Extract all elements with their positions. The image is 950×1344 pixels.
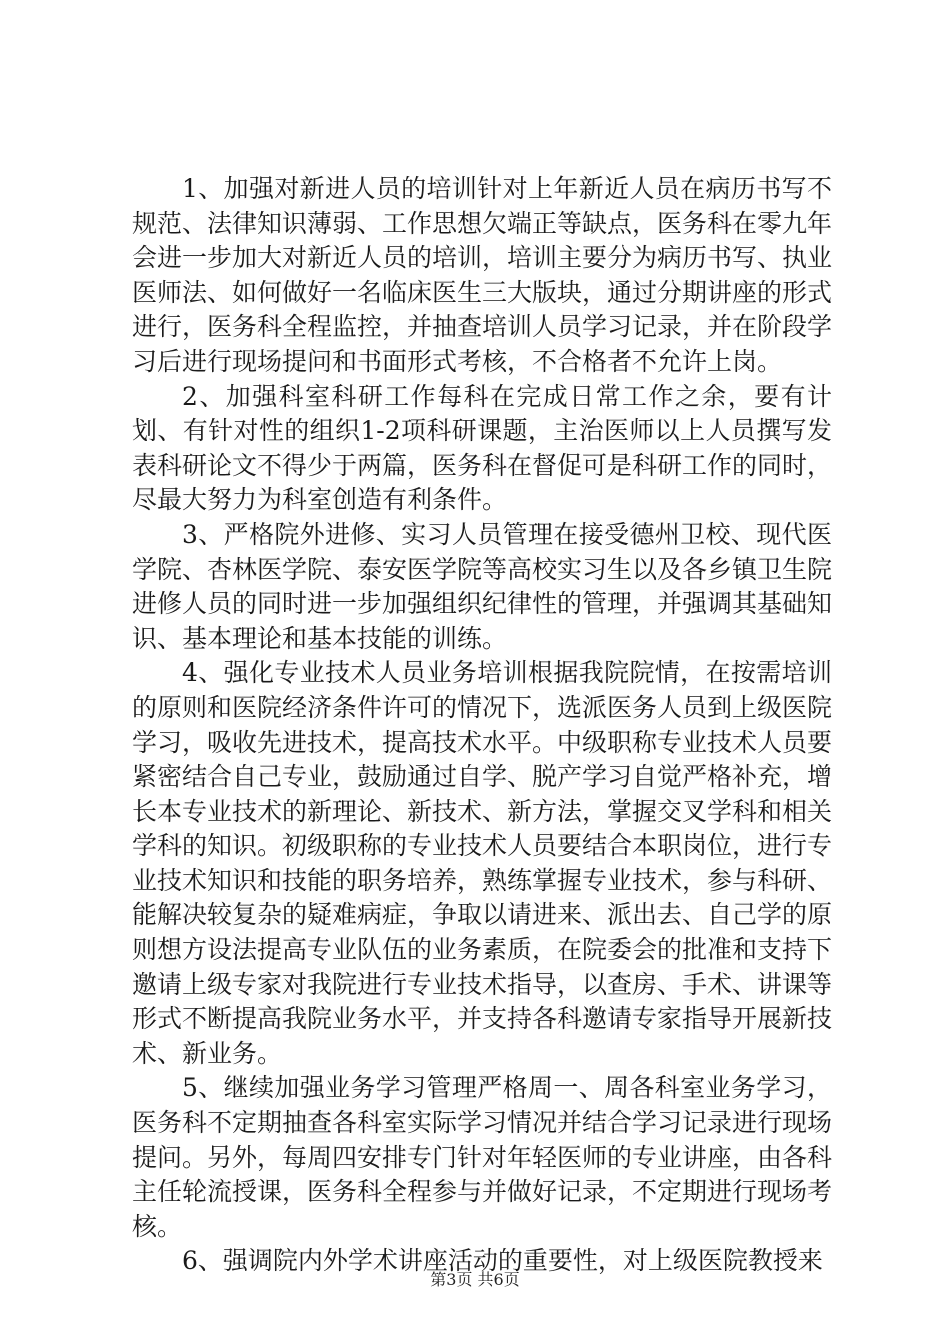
page-number-footer: 第3页 共6页 — [430, 1270, 520, 1289]
paragraph-4: 4、强化专业技术人员业务培训根据我院院情，在按需培训的原则和医院经济条件许可的情况下，选派医务人员到上级医院学习，吸收先进技术，提高技术水平。中级职称专业技术人员要紧密结合自己专业，鼓励通过自学、脱产学习自觉严格补充，增长本专业技术的新理论、新技术、新方法，掌握交叉学科和相关学科的知识。初级职称的专业技术人员要结合本职岗位，进行专业技术知识和技能的职务培养，熟练掌握专业技术，参与科研、能解决较复杂的疑难病症，争取以请进来、派出去、自己学的原则想方设法提高专业队伍的业务素质，在院委会的批准和支持下邀请上级专家对我院进行专业技术指导，以查房、手术、讲课等形式不断提高我院业务水平，并支持各科邀请专家指导开展新技术、新业务。 — [132, 658, 833, 1068]
paragraph-3: 3、严格院外进修、实习人员管理在接受德州卫校、现代医学院、杏林医学院、泰安医学院等高校实习生以及各乡镇卫生院进修人员的同时进一步加强组织纪律性的管理，并强调其基础知识、基本理论和基本技能的训练。 — [132, 519, 833, 653]
paragraph-1: 1、加强对新进人员的培训针对上年新近人员在病历书写不规范、法律知识薄弱、工作思想欠端正等缺点，医务科在零九年会进一步加大对新近人员的培训，培训主要分为病历书写、执业医师法、如何做好一名临床医生三大版块，通过分期讲座的形式进行，医务科全程监控，并抽查培训人员学习记录，并在阶段学习后进行现场提问和书面形式考核，不合格者不允许上岗。 — [132, 174, 833, 376]
paragraph-5: 5、继续加强业务学习管理严格周一、周各科室业务学习，医务科不定期抽查各科室实际学习情况并结合学习记录进行现场提问。另外，每周四安排专门针对年轻医师的专业讲座，由各科主任轮流授课，医务科全程参与并做好记录，不定期进行现场考核。 — [132, 1073, 833, 1241]
document-body — [132, 172, 832, 1279]
paragraph-2: 2、加强科室科研工作每科在完成日常工作之余，要有计划、有针对性的组织1-2项科研课题，主治医师以上人员撰写发表科研论文不得少于两篇，医务科在督促可是科研工作的同时，尽最大努力为科室创造有利条件。 — [132, 381, 833, 515]
paragraph-6: 6、强调院内外学术讲座活动的重要性，对上级医院教授来 — [182, 1246, 823, 1276]
